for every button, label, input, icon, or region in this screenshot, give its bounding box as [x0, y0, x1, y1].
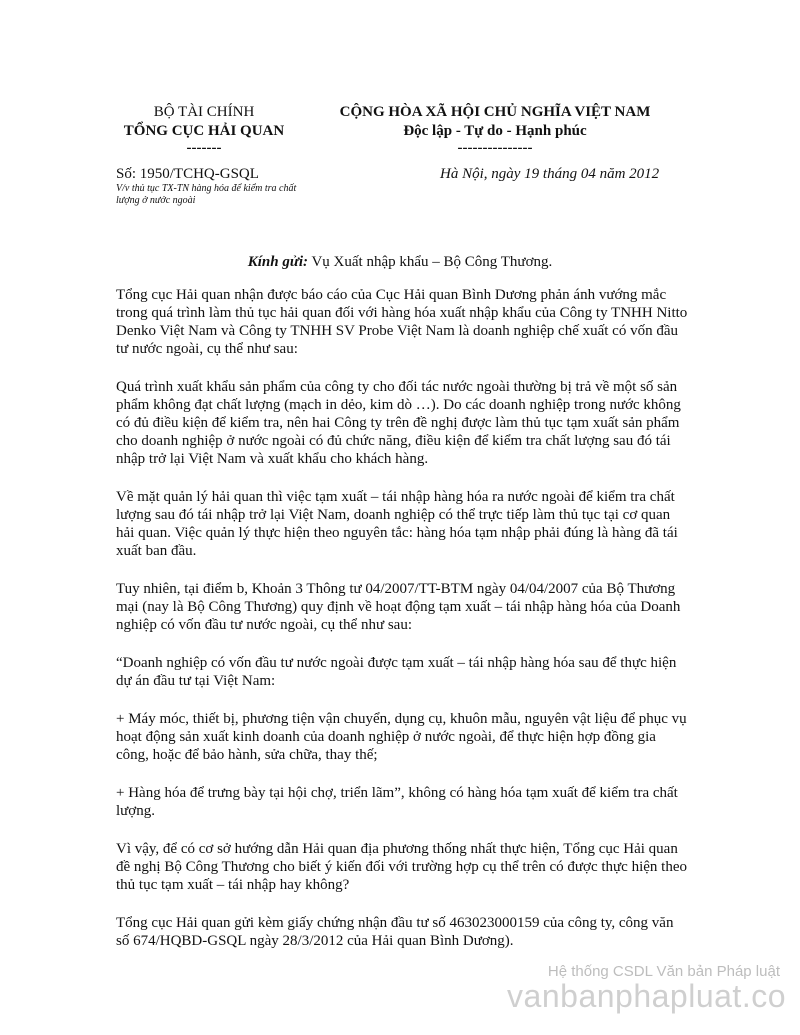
body-paragraph: + Hàng hóa để trưng bày tại hội chợ, triển lãm”, không có hàng hóa tạm xuất để kiểm tra chất lượng. — [116, 785, 678, 819]
watermark-caption: Hệ thống CSDL Văn bản Pháp luật — [547, 963, 780, 980]
issue-date: Hà Nội, ngày 19 tháng 04 năm 2012 — [440, 166, 660, 182]
motto-divider: --------------- — [457, 140, 533, 156]
body-paragraph: Quá trình xuất khẩu sản phẩm của công ty cho đối tác nước ngoài thường bị trả về một số sản phẩm không đạt chất lượng (mạch in dẻo, kim dò …). Do các doanh nghiệp trong nước không có đủ điều kiện để kiểm tra, nên hai Công ty trên đề nghị được làm thủ tục tạm xuất sản phẩm cho doanh nghiệp ở nước ngoài có đủ chức năng, điều kiện để kiểm tra chất lượng sau đó tái nhập trở lại Việt Nam và xuất khẩu cho khách hàng. — [116, 379, 681, 467]
body-paragraph: Tuy nhiên, tại điểm b, Khoản 3 Thông tư 04/2007/TT-BTM ngày 04/04/2007 của Bộ Thương mại (nay là Bộ Công Thương) quy định về hoạt động tạm xuất – tái nhập hàng hóa của Doanh nghiệp có vốn đầu tư nước ngoài, cụ thể như sau: — [116, 581, 681, 633]
recipient-label: Kính gửi: — [247, 254, 308, 270]
national-header — [305, 103, 685, 155]
department-name: TỔNG CỤC HẢI QUAN — [123, 123, 285, 139]
issuer-block — [104, 103, 304, 155]
national-motto: Độc lập - Tự do - Hạnh phúc — [403, 123, 587, 139]
body-paragraph: Tổng cục Hải quan nhận được báo cáo của Cục Hải quan Bình Dương phản ánh vướng mắc trong quá trình làm thủ tục hải quan đối với hàng hóa xuất nhập khẩu của Công ty TNHH Nitto Denko Việt Nam và Công ty TNHH SV Probe Việt Nam là doanh nghiệp chế xuất có vốn đầu tư nước ngoài, cụ thể như sau: — [116, 287, 688, 357]
body-paragraph: Về mặt quản lý hải quan thì việc tạm xuất – tái nhập hàng hóa ra nước ngoài để kiểm tra chất lượng sau đó tái nhập trở lại Việt Nam, doanh nghiệp có thể trực tiếp làm thủ tục tại cơ quan hải quan. Việc quản lý thực hiện theo nguyên tắc: hàng hóa tạm nhập phải đúng là hàng đã tái xuất ban đầu. — [116, 489, 678, 559]
document-number: Số: 1950/TCHQ-GSQL — [116, 166, 259, 182]
document-subject: V/v thủ tục TX-TN hàng hóa để kiểm tra chất lượng ở nước ngoài — [116, 183, 297, 206]
body-paragraph: Tổng cục Hải quan gửi kèm giấy chứng nhận đầu tư số 463023000159 của công ty, công văn số 674/HQBD-GSQL ngày 28/3/2012 của Hải quan Bình Dương). — [116, 915, 674, 949]
body-paragraph: + Máy móc, thiết bị, phương tiện vận chuyển, dụng cụ, khuôn mẫu, nguyên vật liệu để phục vụ hoạt động sản xuất kinh doanh của doanh nghiệp ở nước ngoài, để thực hiện hợp đồng gia công, hoặc để bảo hành, sửa chữa, thay thế; — [116, 711, 687, 763]
issuer-divider: ------- — [186, 140, 222, 156]
country-name: CỘNG HÒA XÃ HỘI CHỦ NGHĨA VIỆT NAM — [339, 104, 651, 120]
ministry-name: BỘ TÀI CHÍNH — [153, 104, 255, 120]
letter-body — [116, 286, 690, 970]
recipient-line — [0, 253, 800, 271]
body-paragraph: “Doanh nghiệp có vốn đầu tư nước ngoài được tạm xuất – tái nhập hàng hóa sau để thực hiện dự án đầu tư tại Việt Nam: — [116, 655, 677, 689]
watermark-site: vanbanphapluat.co — [507, 978, 786, 1014]
body-paragraph: Vì vậy, để có cơ sở hướng dẫn Hải quan địa phương thống nhất thực hiện, Tổng cục Hải quan đề nghị Bộ Công Thương cho biết ý kiến đối với trường hợp cụ thể trên có được thực hiện theo thủ tục tạm xuất – tái nhập hay không? — [116, 841, 687, 893]
recipient-name: Vụ Xuất nhập khẩu – Bộ Công Thương. — [308, 254, 553, 270]
